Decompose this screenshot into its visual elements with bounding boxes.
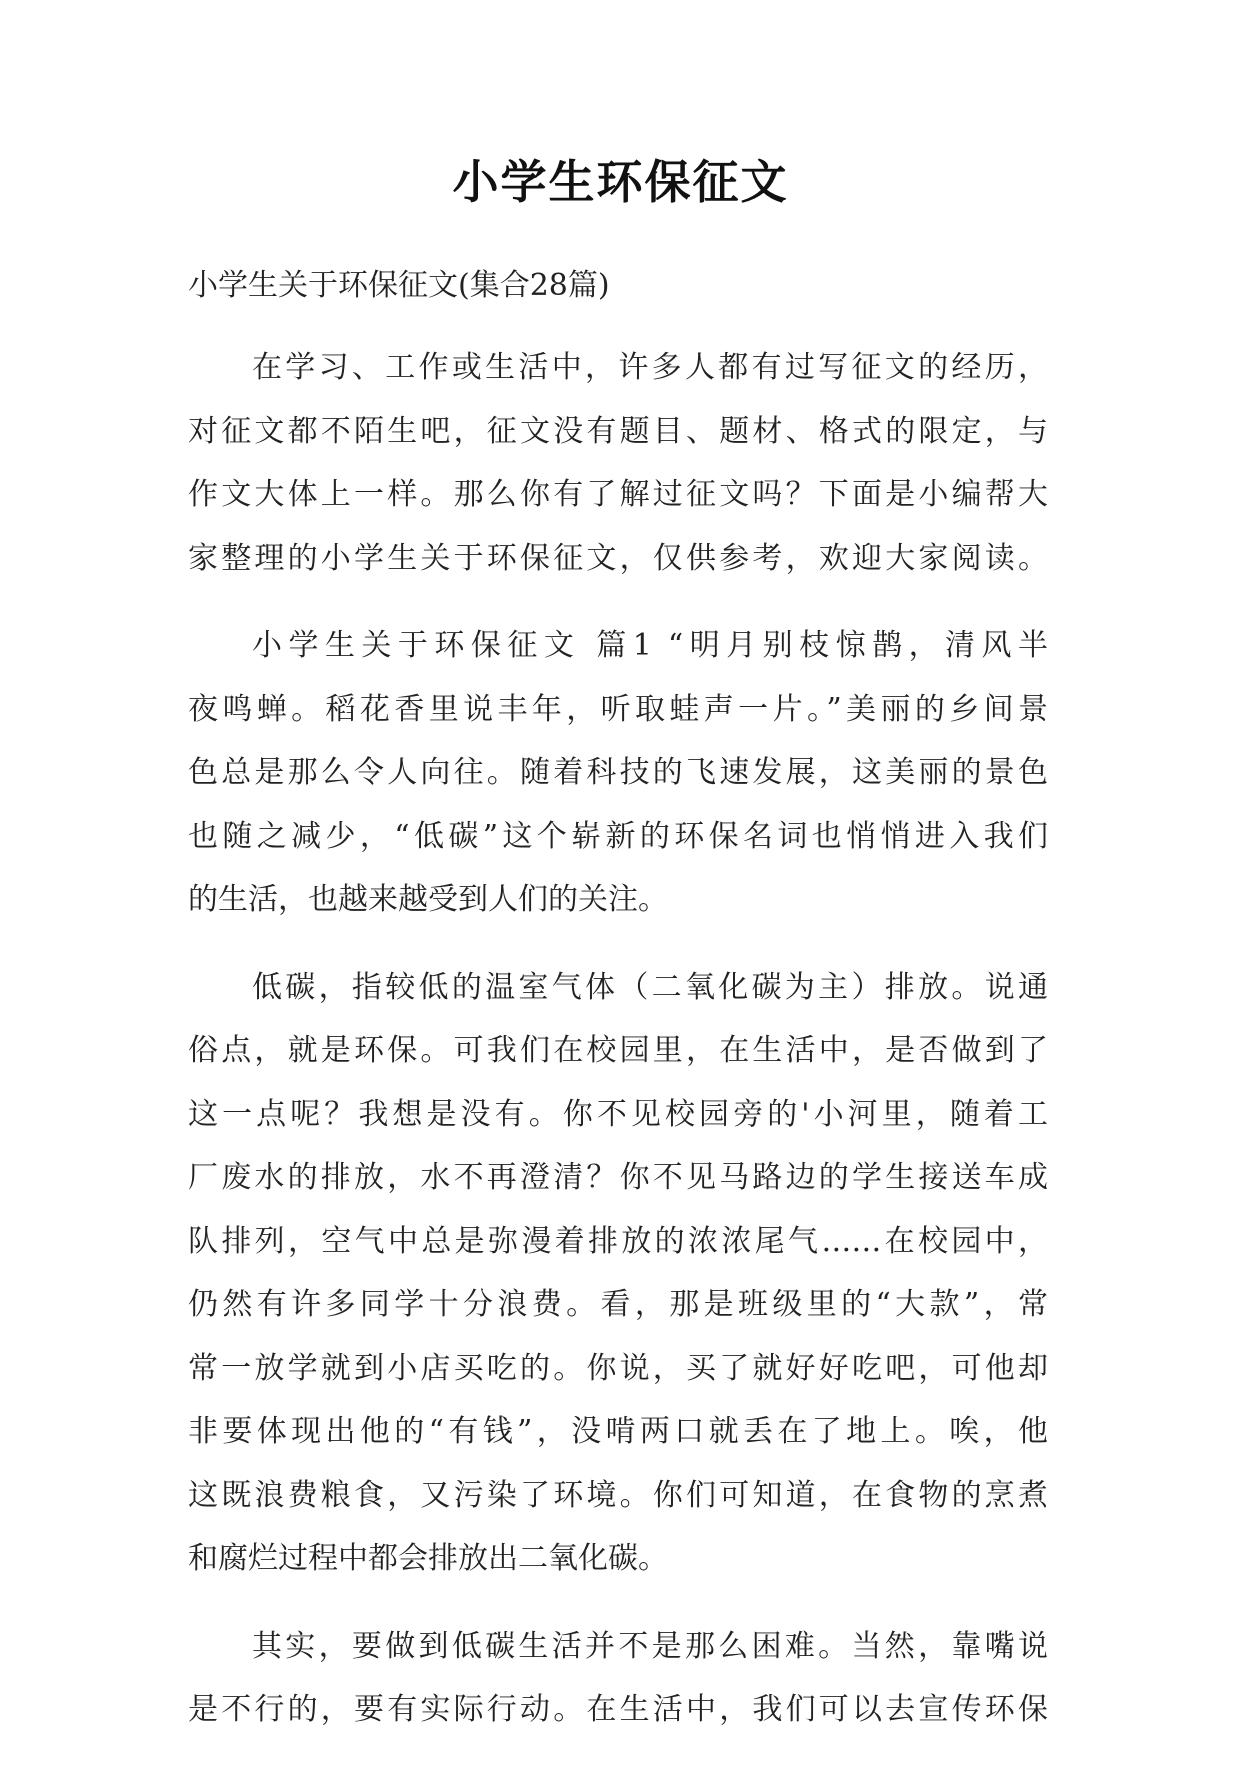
text-line: 在学习、工作或生活中，许多人都有过写征文的经历， [252, 350, 1048, 385]
document-title: 小学生环保征文 [452, 155, 789, 209]
text-line: 家整理的小学生关于环保征文，仅供参考，欢迎大家阅读。 [188, 540, 1048, 576]
text-line: 夜鸣蝉。稻花香里说丰年，听取蛙声一片。”美丽的乡间景 [188, 691, 1048, 727]
text-line: 仍然有许多同学十分浪费。看，那是班级里的“大款”，常 [188, 1287, 1048, 1322]
text-line: 色总是那么令人向往。随着科技的飞速发展，这美丽的景色 [188, 755, 1048, 790]
text-line: 的生活，也越来越受到人们的关注。 [188, 882, 668, 917]
text-line: 常一放学就到小店买吃的。你说，买了就好好吃吧，可他却 [188, 1350, 1048, 1386]
text-line: 也随之减少，“低碳”这个崭新的环保名词也悄悄进入我们 [188, 818, 1048, 854]
text-line: 这一点呢？我想是没有。你不见校园旁的'小河里，随着工 [188, 1096, 1048, 1132]
text-line: 作文大体上一样。那么你有了解过征文吗？下面是小编帮大 [188, 477, 1048, 512]
text-line: 和腐烂过程中都会排放出二氧化碳。 [188, 1541, 668, 1576]
paragraph-low-carbon [188, 944, 1048, 1591]
text-line: 俗点，就是环保。可我们在校园里，在生活中，是否做到了 [188, 1033, 1048, 1068]
paragraph-intro [188, 324, 1048, 590]
text-line: 非要体现出他的“有钱”，没啃两口就丢在了地上。唉，他 [188, 1414, 1048, 1449]
text-line: 队排列，空气中总是弥漫着排放的浓浓尾气……在校园中， [188, 1223, 1048, 1259]
paragraph-in-fact [188, 1603, 1048, 1742]
text-line: 小学生关于环保征文 篇1 “明月别枝惊鹊，清风半 [252, 628, 1048, 663]
text-line: 低碳，指较低的温室气体（二氧化碳为主）排放。说通 [252, 969, 1048, 1005]
document-body [188, 336, 1048, 1766]
document-subtitle: 小学生关于环保征文(集合28篇) [188, 268, 610, 303]
paragraph-essay-1-start [188, 602, 1048, 932]
text-line: 对征文都不陌生吧，征文没有题目、题材、格式的限定，与 [188, 413, 1048, 449]
text-line: 其实，要做到低碳生活并不是那么困难。当然，靠嘴说 [252, 1628, 1048, 1664]
text-line: 是不行的，要有实际行动。在生活中，我们可以去宣传环保 [188, 1692, 1048, 1727]
text-line: 这既浪费粮食，又污染了环境。你们可知道，在食物的烹煮 [188, 1477, 1048, 1513]
text-line: 厂废水的排放，水不再澄清？你不见马路边的学生接送车成 [188, 1160, 1048, 1195]
